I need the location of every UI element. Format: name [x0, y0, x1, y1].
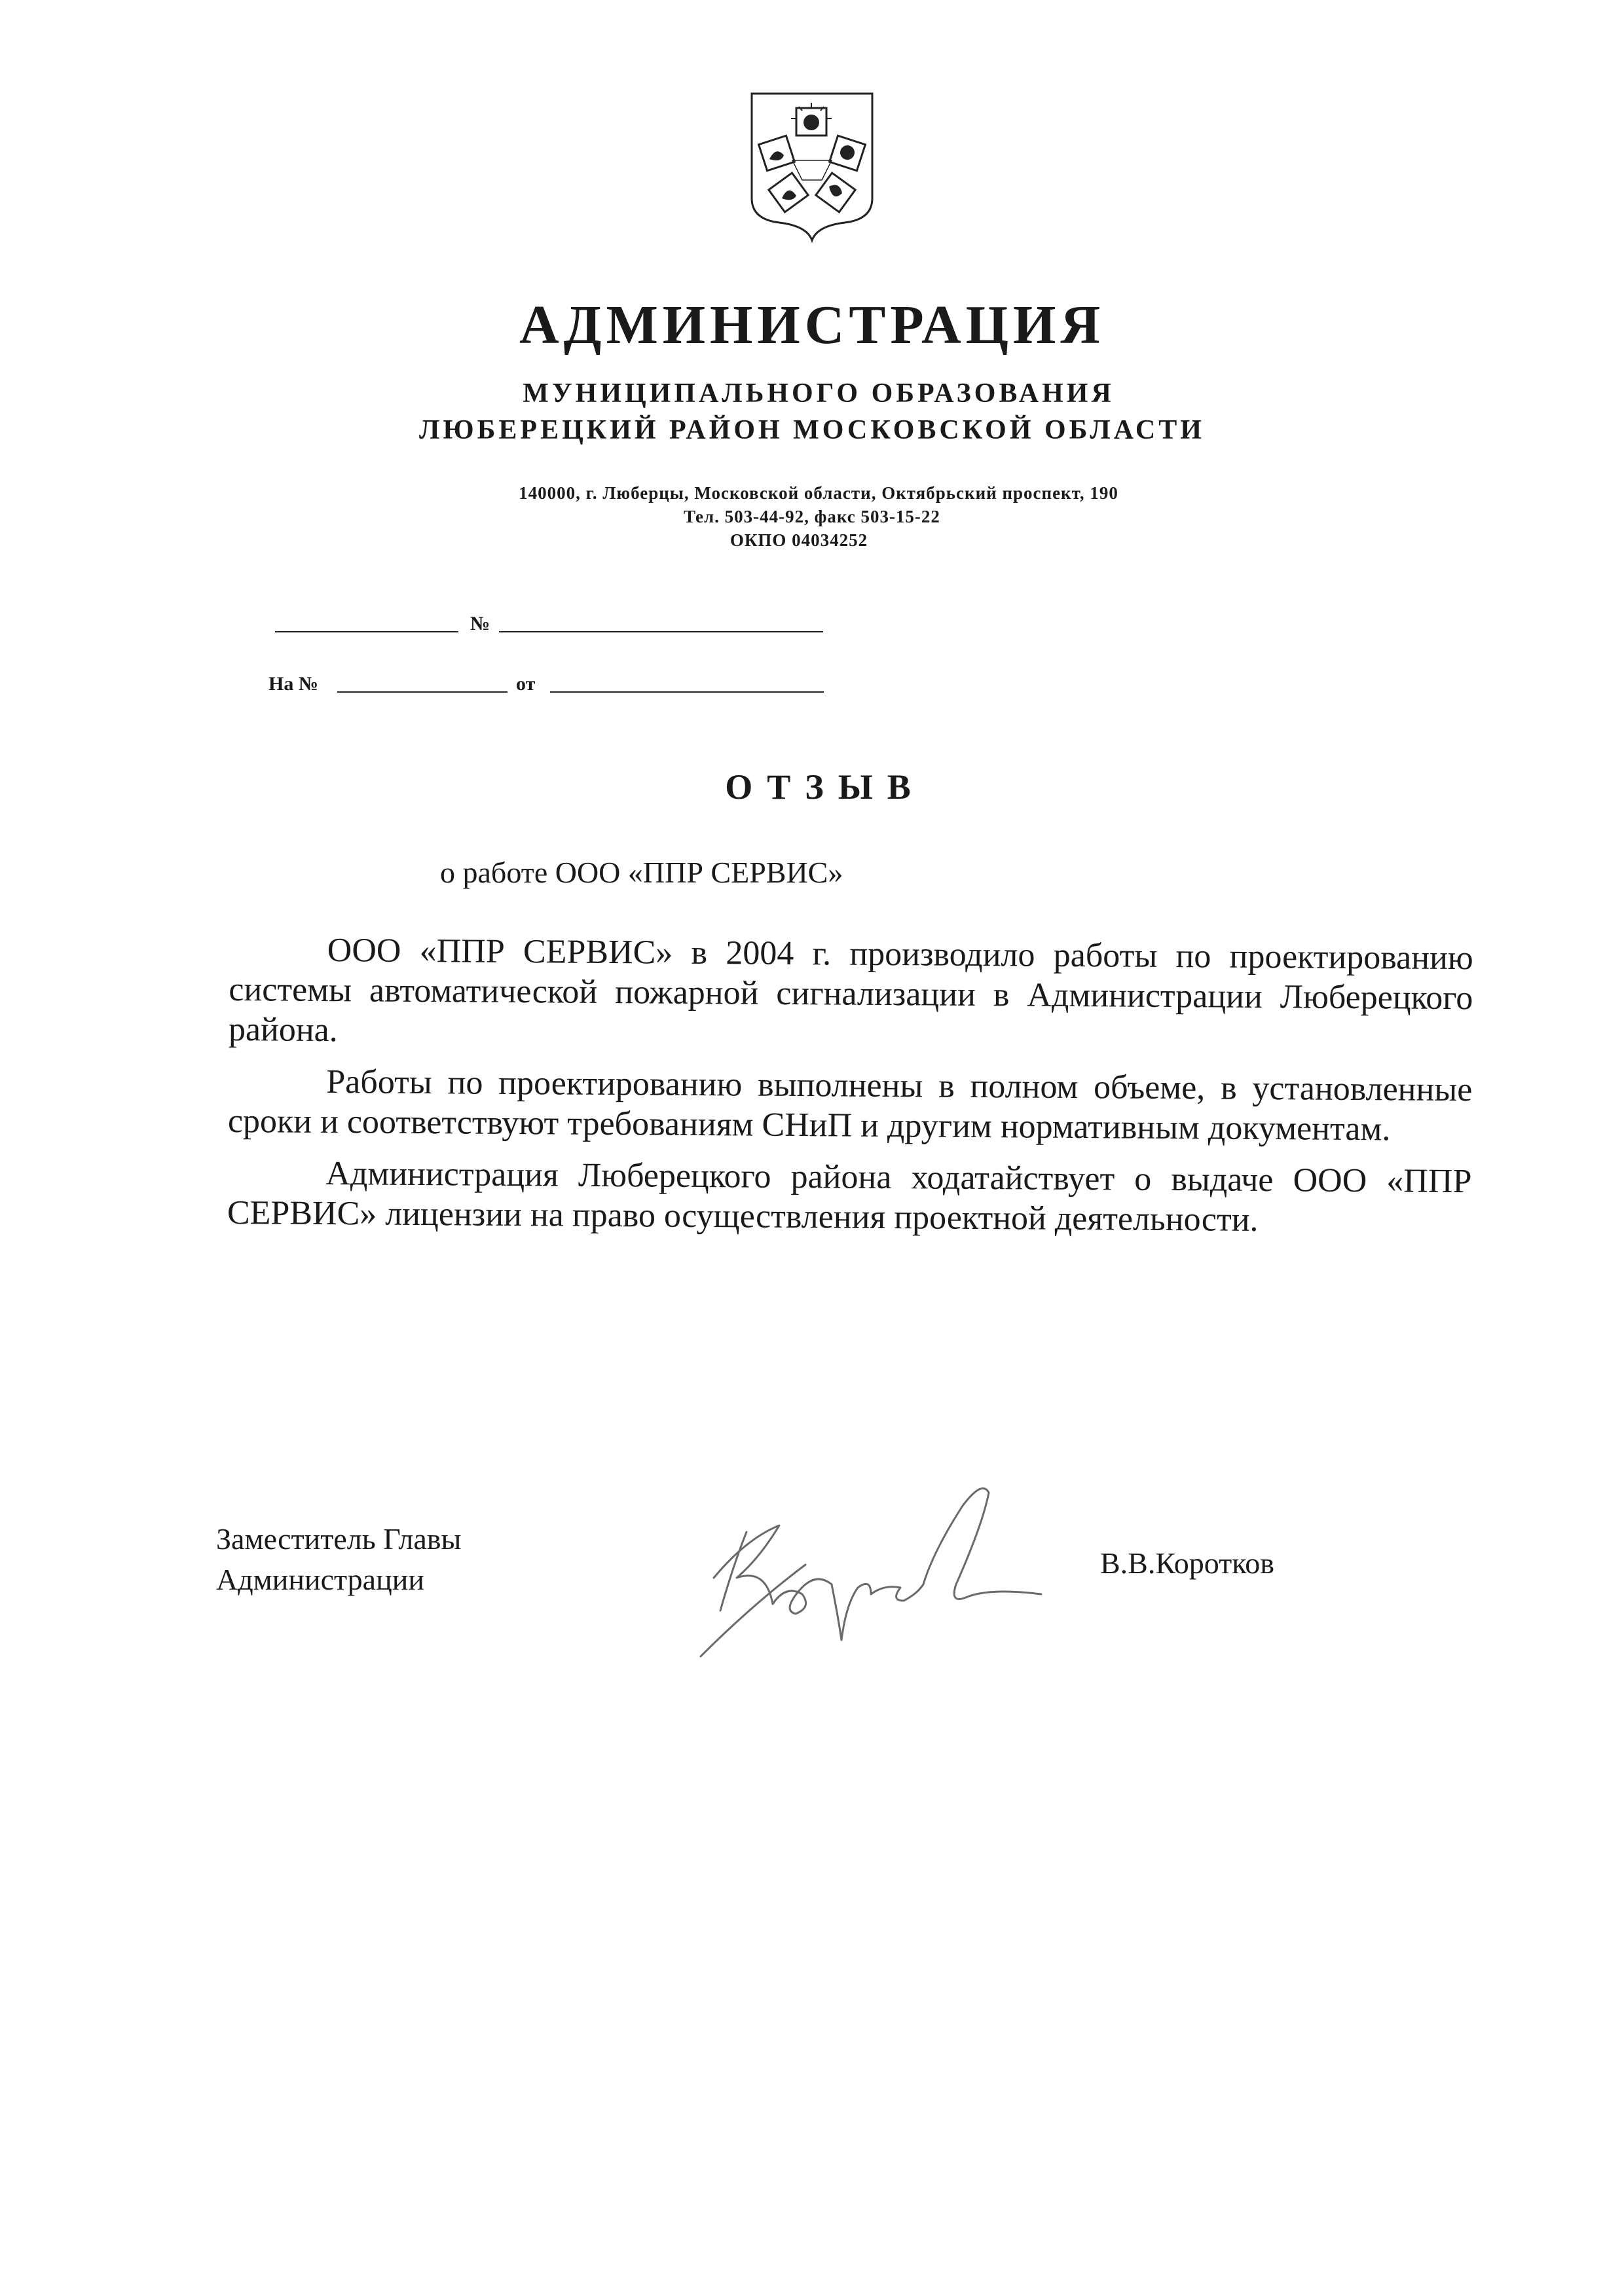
position-line: Администрации: [216, 1563, 424, 1596]
body-paragraph: Работы по проектированию выполнены в полном объеме, в установленные сроки и соответствуют требованиям СНиП и другим нормативным документам.: [227, 1063, 1473, 1148]
address-line: 140000, г. Люберцы, Московской области, Октябрьский проспект, 190: [519, 483, 1118, 503]
from-label: от: [516, 673, 536, 695]
position-line: Заместитель Главы: [216, 1522, 462, 1556]
document-subject: о работе ООО «ППР СЕРВИС»: [440, 856, 843, 889]
from-blank-line: [550, 691, 824, 693]
document-body: [227, 930, 1473, 1253]
document-heading: ОТЗЫВ: [725, 767, 925, 807]
number-label: №: [470, 613, 490, 634]
body-paragraph: Администрация Люберецкого района ходатайствует о выдаче ООО «ППР СЕРВИС» лицензии на право осуществления проектной деятельности.: [227, 1155, 1472, 1239]
in-reply-label: На №: [268, 673, 318, 695]
signatory-name: В.В.Коротков: [1100, 1546, 1274, 1580]
handwritten-signature: [674, 1453, 1054, 1669]
phone-fax-line: Тел. 503-44-92, факс 503-15-22: [684, 507, 940, 526]
organization-subtitle-line2: ЛЮБЕРЕЦКИЙ РАЙОН МОСКОВСКОЙ ОБЛАСТИ: [419, 415, 1205, 445]
body-paragraph: ООО «ППР СЕРВИС» в 2004 г. производило работы по проектированию системы автоматической пожарной сигнализации в Администрации Люберецкого района.: [228, 932, 1473, 1049]
organization-title: АДМИНИСТРАЦИЯ: [519, 295, 1105, 355]
number-blank-line: [499, 631, 823, 632]
organization-subtitle-line1: МУНИЦИПАЛЬНОГО ОБРАЗОВАНИЯ: [523, 378, 1115, 409]
date-blank-line: [275, 631, 458, 632]
signatory-position: [216, 1519, 461, 1600]
okpo-line: ОКПО 04034252: [729, 530, 868, 550]
coat-of-arms-icon: [747, 88, 877, 246]
in-reply-blank-line: [337, 691, 507, 693]
